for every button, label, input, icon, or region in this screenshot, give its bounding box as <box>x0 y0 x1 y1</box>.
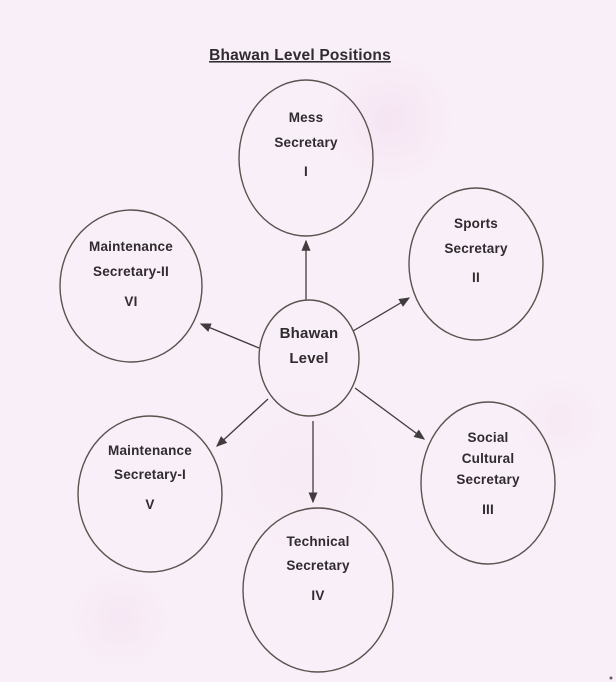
sports-secretary-line-2: Secretary <box>444 241 508 256</box>
maintenance-secretary-2-numeral: VI <box>124 294 138 309</box>
maintenance-secretary-1-ellipse <box>78 416 222 572</box>
social-cultural-secretary-line-3: Secretary <box>456 472 520 487</box>
maintenance-secretary-2-line-1: Maintenance <box>89 239 173 254</box>
social-cultural-secretary-line-2: Cultural <box>461 451 515 466</box>
technical-secretary-line-1: Technical <box>286 534 350 549</box>
page-title: Bhawan Level Positions <box>209 47 391 64</box>
node-maintenance-secretary-2 <box>60 210 202 362</box>
maintenance-secretary-1-line-2: Secretary-I <box>114 467 186 482</box>
arrow-center-to-maintenance-secretary-1 <box>217 399 268 446</box>
technical-secretary-line-2: Secretary <box>286 558 350 573</box>
technical-secretary-numeral: IV <box>311 588 325 603</box>
social-cultural-secretary-numeral: III <box>482 502 494 517</box>
bhawan-level-line-1: Bhawan <box>279 325 339 342</box>
node-bhawan-level <box>259 300 359 416</box>
sports-secretary-line-1: Sports <box>454 216 498 231</box>
social-cultural-secretary-line-1: Social <box>467 430 509 445</box>
arrow-center-to-social-cultural-secretary <box>355 388 424 439</box>
maintenance-secretary-2-ellipse <box>60 210 202 362</box>
mess-secretary-line-2: Secretary <box>274 135 338 150</box>
maintenance-secretary-1-line-1: Maintenance <box>108 443 192 458</box>
sports-secretary-numeral: II <box>472 270 480 285</box>
maintenance-secretary-1-numeral: V <box>145 497 155 512</box>
maintenance-secretary-2-line-2: Secretary-II <box>93 264 169 279</box>
mess-secretary-ellipse <box>239 80 373 236</box>
arrow-center-to-sports-secretary <box>353 298 409 331</box>
mess-secretary-numeral: I <box>304 164 308 179</box>
scan-speck <box>610 677 613 680</box>
node-maintenance-secretary-1 <box>78 416 222 572</box>
node-social-cultural-secretary <box>421 402 555 564</box>
mess-secretary-line-1: Mess <box>288 110 324 125</box>
arrow-center-to-maintenance-secretary-2 <box>201 324 259 348</box>
node-mess-secretary <box>239 80 373 236</box>
sports-secretary-ellipse <box>409 188 543 340</box>
node-technical-secretary <box>243 508 393 672</box>
bhawan-level-line-2: Level <box>289 350 329 367</box>
node-sports-secretary <box>409 188 543 340</box>
